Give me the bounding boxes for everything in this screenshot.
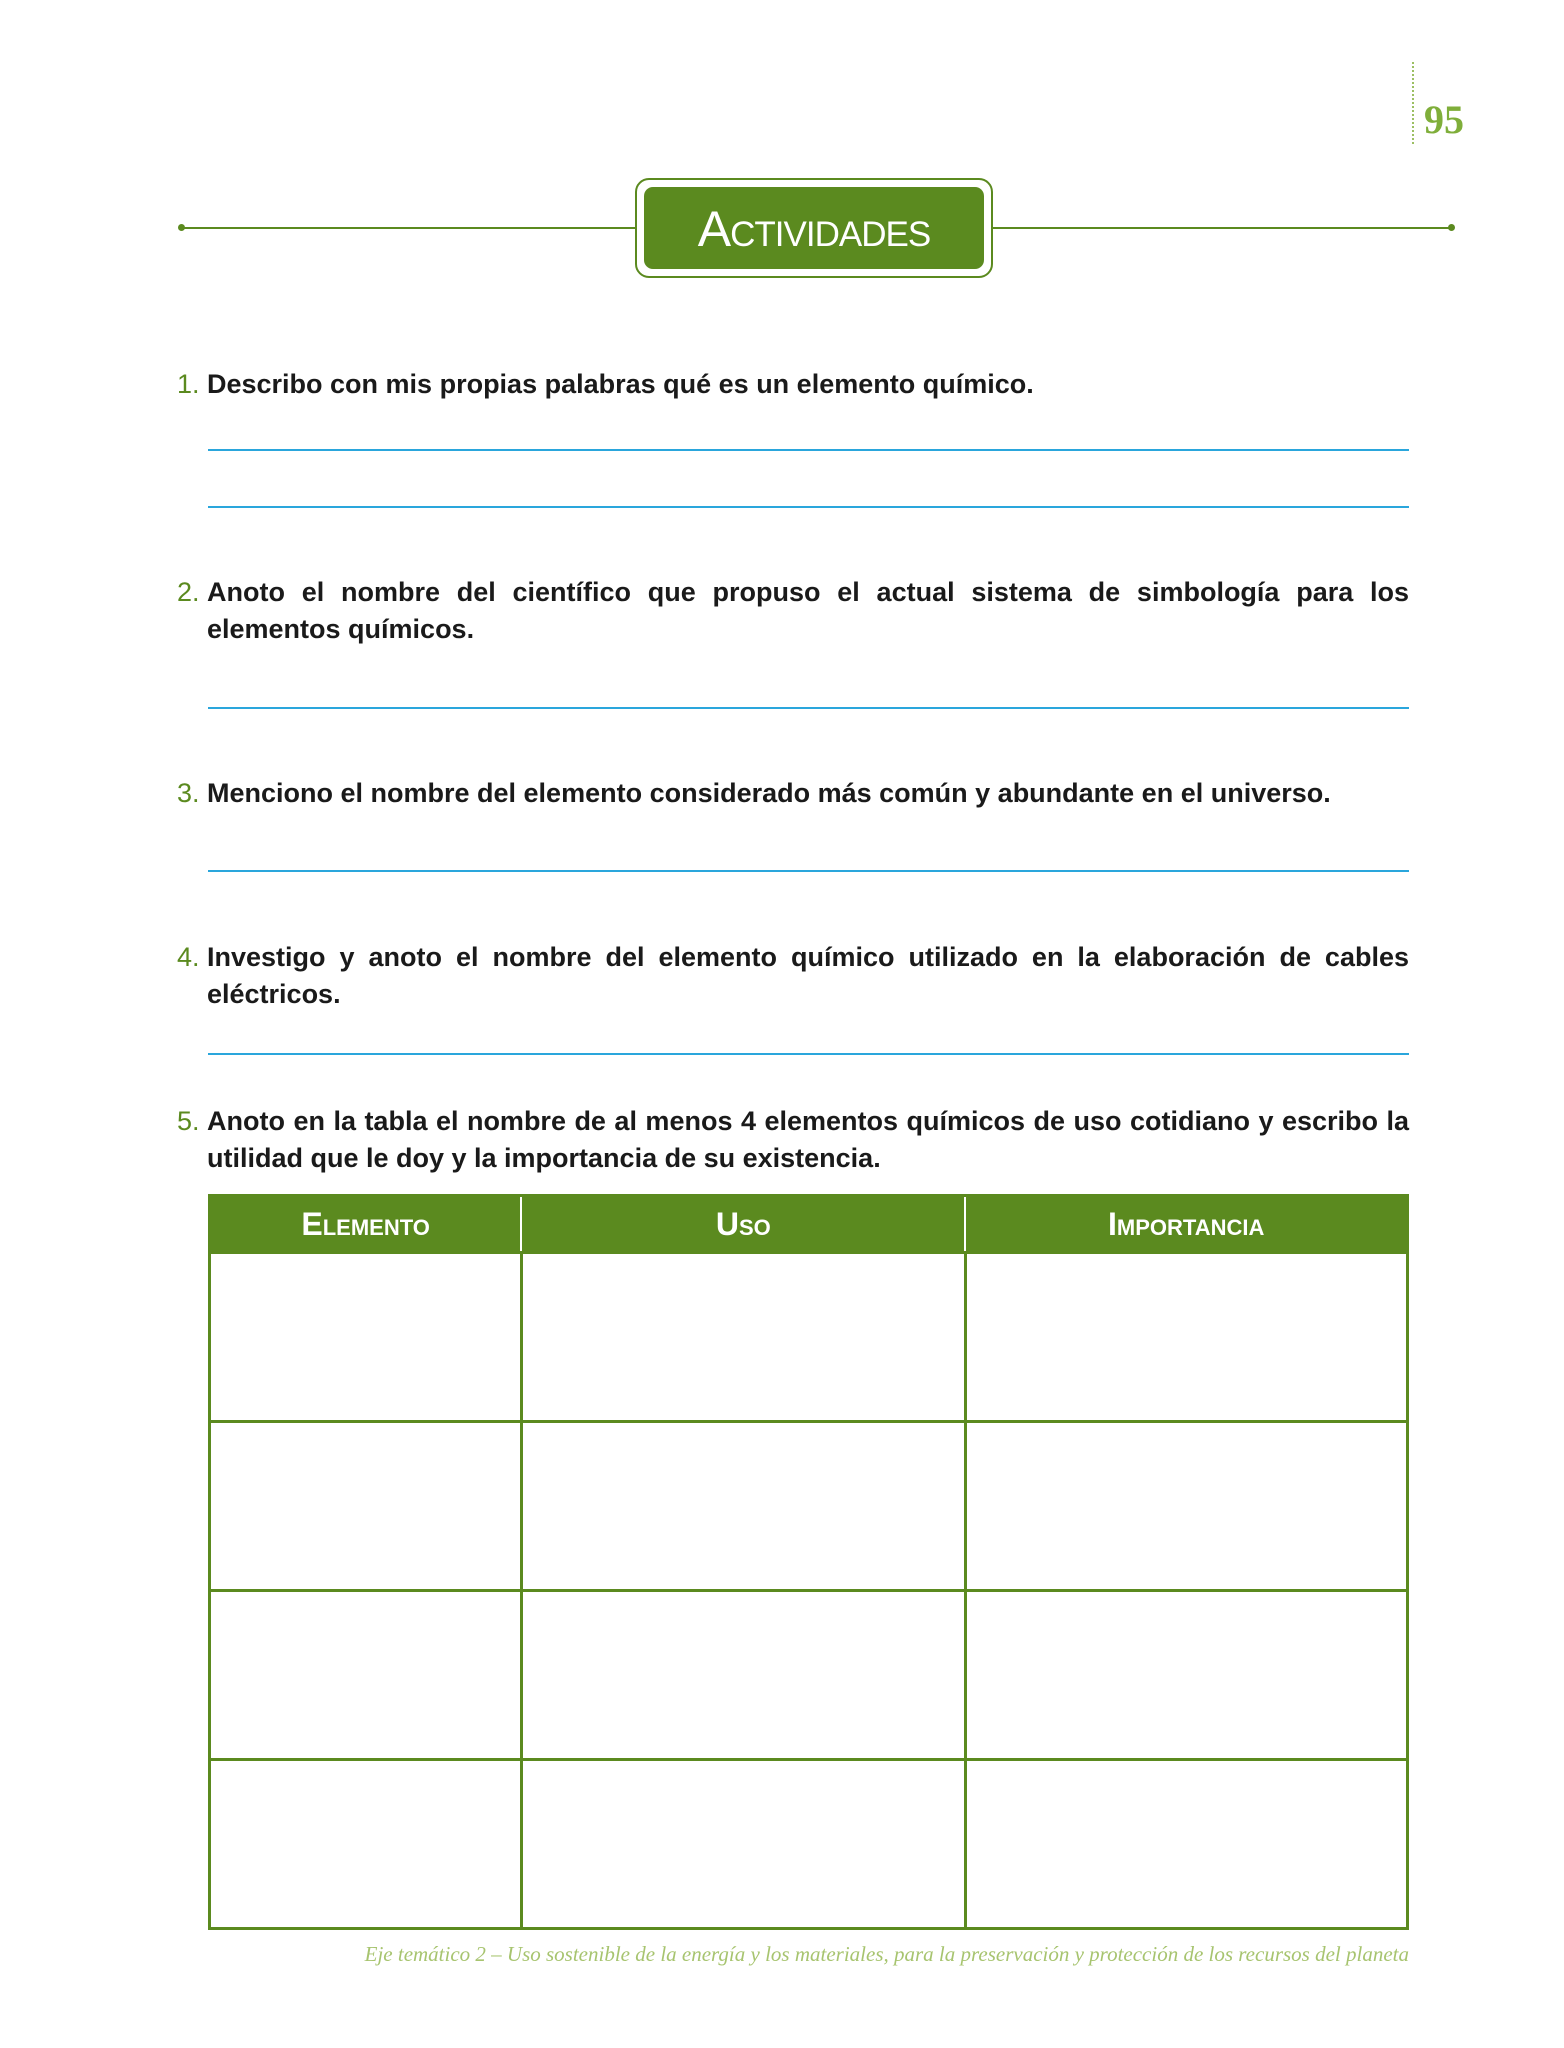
table-cell-importancia[interactable] bbox=[965, 1760, 1407, 1929]
header-rule-left bbox=[180, 227, 637, 229]
table-cell-elemento[interactable] bbox=[210, 1760, 522, 1929]
column-header-elemento: Elemento bbox=[210, 1196, 522, 1253]
table-cell-uso[interactable] bbox=[521, 1591, 965, 1760]
question-number: 1. bbox=[177, 369, 200, 399]
question-text: Investigo y anoto el nombre del elemento químico utilizado en la elaboración de cables eléctricos. bbox=[207, 942, 1409, 1009]
question-number: 2. bbox=[177, 577, 200, 607]
table-cell-uso[interactable] bbox=[521, 1760, 965, 1929]
question-number: 3. bbox=[177, 778, 200, 808]
header-rule-left-dot bbox=[178, 224, 185, 231]
answer-line-1a[interactable] bbox=[208, 449, 1409, 451]
table-cell-importancia[interactable] bbox=[965, 1591, 1407, 1760]
answer-line-3[interactable] bbox=[208, 870, 1409, 872]
elements-table bbox=[208, 1194, 1409, 1930]
question-5 bbox=[177, 1103, 1409, 1177]
question-text: Menciono el nombre del elemento considerado más común y abundante en el universo. bbox=[207, 778, 1331, 808]
table-cell-importancia[interactable] bbox=[965, 1253, 1407, 1422]
table-row bbox=[210, 1253, 1408, 1422]
question-2 bbox=[177, 574, 1409, 648]
section-title: Actividades bbox=[697, 201, 931, 257]
page-number: 95 bbox=[1424, 97, 1464, 142]
table-row bbox=[210, 1760, 1408, 1929]
question-text: Anoto el nombre del científico que propuso el actual sistema de simbología para los elementos químicos. bbox=[207, 577, 1409, 644]
question-1 bbox=[177, 366, 1409, 403]
column-header-importancia: Importancia bbox=[965, 1196, 1407, 1253]
table-cell-elemento[interactable] bbox=[210, 1422, 522, 1591]
column-header-uso: Uso bbox=[521, 1196, 965, 1253]
table-cell-uso[interactable] bbox=[521, 1253, 965, 1422]
question-3 bbox=[177, 775, 1409, 812]
table-header-row bbox=[210, 1196, 1408, 1253]
question-number: 5. bbox=[177, 1106, 200, 1136]
header-rule-right-dot bbox=[1448, 224, 1455, 231]
footer-caption: Eje temático 2 – Uso sostenible de la energía y los materiales, para la preservación y protección de los recursos del planeta bbox=[364, 1942, 1409, 1966]
section-banner-fill bbox=[644, 187, 984, 269]
section-banner bbox=[635, 178, 993, 278]
header-rule-right bbox=[993, 227, 1451, 229]
page-number-divider bbox=[1412, 62, 1414, 144]
table-cell-importancia[interactable] bbox=[965, 1422, 1407, 1591]
answer-line-1b[interactable] bbox=[208, 506, 1409, 508]
question-text: Describo con mis propias palabras qué es un elemento químico. bbox=[207, 369, 1034, 399]
answer-line-2[interactable] bbox=[208, 707, 1409, 709]
question-number: 4. bbox=[177, 942, 200, 972]
question-4 bbox=[177, 939, 1409, 1013]
table-row bbox=[210, 1422, 1408, 1591]
answer-line-4[interactable] bbox=[208, 1053, 1409, 1055]
table-row bbox=[210, 1591, 1408, 1760]
table-cell-elemento[interactable] bbox=[210, 1591, 522, 1760]
question-text: Anoto en la tabla el nombre de al menos 4 elementos químicos de uso cotidiano y escribo la utilidad que le doy y la importancia de su existencia. bbox=[207, 1106, 1409, 1173]
table-cell-elemento[interactable] bbox=[210, 1253, 522, 1422]
table-cell-uso[interactable] bbox=[521, 1422, 965, 1591]
